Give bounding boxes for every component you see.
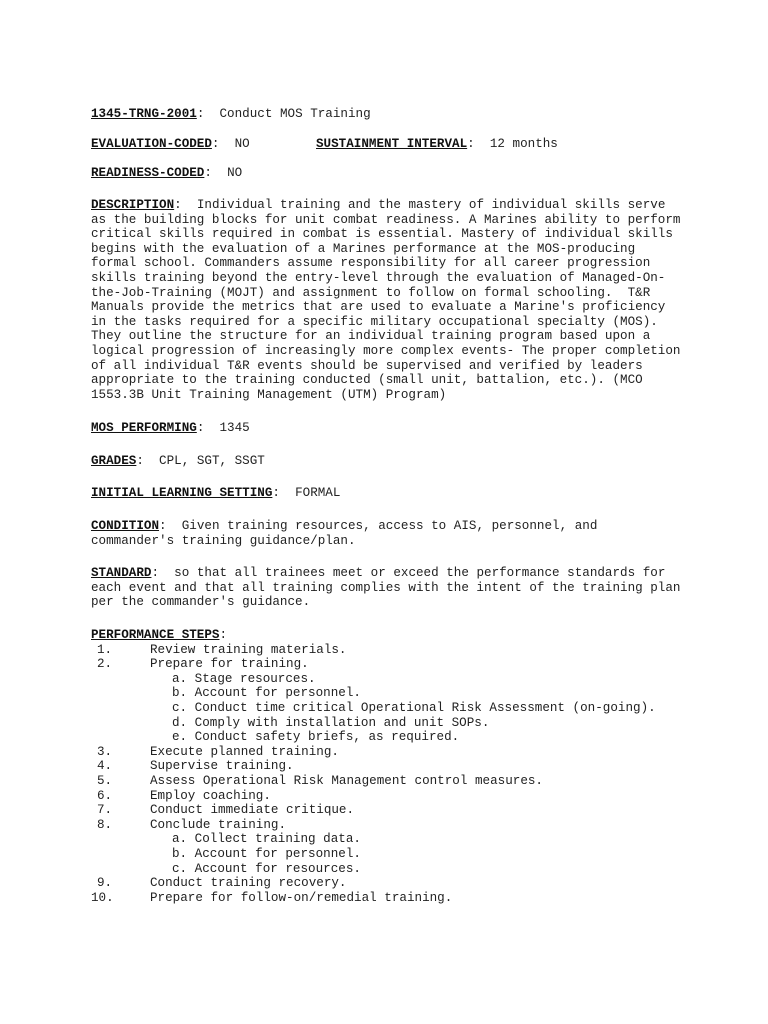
step-text: Supervise training. (150, 759, 294, 774)
sub-step: c. Account for resources. (172, 861, 361, 876)
evaluation-coded-row: EVALUATION-CODED: NO (91, 137, 250, 151)
description-line: formal school. Commanders assume responsibility for all career progression (91, 256, 651, 271)
initial-learning-setting-value: FORMAL (295, 486, 341, 500)
performance-steps-heading: PERFORMANCE STEPS: (91, 628, 228, 642)
description-line: of all individual T&R events should be supervised and verified by leaders (91, 358, 643, 373)
performance-steps-label: PERFORMANCE STEPS (91, 628, 220, 642)
initial-learning-setting-label: INITIAL LEARNING SETTING (91, 486, 273, 500)
mos-performing-row: MOS PERFORMING: 1345 (91, 421, 250, 435)
step-text: Execute planned training. (150, 744, 339, 759)
step-text: Prepare for follow-on/remedial training. (150, 890, 453, 905)
step-text: Assess Operational Risk Management control measures. (150, 774, 543, 788)
sustainment-interval-label: SUSTAINMENT INTERVAL (316, 137, 468, 151)
standard-line: STANDARD: so that all trainees meet or exceed the performance standards for (91, 566, 666, 580)
step-number: 3. (97, 744, 113, 759)
grades-label: GRADES (91, 454, 137, 468)
description-line: skills training beyond the entry-level through the evaluation of Managed-On- (91, 271, 666, 285)
description-label: DESCRIPTION (91, 198, 175, 212)
description-line: DESCRIPTION: Individual training and the mastery of individual skills serve (91, 198, 666, 212)
step-number: 5. (97, 774, 113, 788)
readiness-coded-value: NO (227, 166, 243, 180)
step-number: 6. (97, 788, 113, 803)
condition-label: CONDITION (91, 519, 160, 533)
step-number: 1. (97, 642, 113, 657)
readiness-coded-row: READINESS-CODED: NO (91, 166, 243, 180)
sub-step: d. Comply with installation and unit SOPs. (172, 715, 490, 730)
initial-learning-setting-row: INITIAL LEARNING SETTING: FORMAL (91, 486, 341, 500)
step-text: Review training materials. (150, 642, 347, 657)
step-text: Conduct training recovery. (150, 876, 347, 891)
task-id: 1345-TRNG-2001 (91, 107, 197, 121)
step-number: 2. (97, 657, 113, 672)
standard-label: STANDARD (91, 566, 152, 580)
task-header (91, 107, 371, 122)
description-line: appropriate to the training conducted (small unit, battalion, etc.). (MCO (91, 373, 643, 388)
grades-row: GRADES: CPL, SGT, SSGT (91, 454, 265, 468)
sub-step: b. Account for personnel. (172, 686, 361, 701)
standard-line: per the commander's guidance. (91, 595, 311, 610)
task-title: Conduct MOS Training (219, 107, 371, 121)
step-number: 7. (97, 803, 113, 818)
sustainment-interval-value: 12 months (489, 137, 558, 151)
step-number: 9. (97, 876, 113, 891)
description-line: 1553.3B Unit Training Management (UTM) Program) (91, 387, 447, 402)
grades-value: CPL, SGT, SSGT (159, 454, 265, 468)
step-text: Prepare for training. (150, 657, 309, 672)
description-line: in the tasks required for a specific military occupational specialty (MOS). (91, 314, 658, 329)
readiness-coded-label: READINESS-CODED (91, 166, 205, 180)
sub-step: b. Account for personnel. (172, 847, 361, 861)
sub-step: c. Conduct time critical Operational Risk Assessment (on-going). (172, 701, 656, 715)
evaluation-coded-value: NO (234, 137, 250, 151)
condition-line: CONDITION: Given training resources, access to AIS, personnel, and (91, 519, 598, 533)
step-number: 10. (91, 890, 114, 905)
description-line: Manuals provide the metrics that are used to evaluate a Marine's proficiency (91, 300, 666, 315)
description-line: They outline the structure for an individual training program based upon a (91, 329, 651, 344)
step-number: 8. (97, 817, 113, 832)
sub-step: a. Collect training data. (172, 832, 361, 847)
description-line: begins with the evaluation of a Marines performance at the MOS-producing (91, 241, 636, 256)
description-line: as the building blocks for unit combat readiness. A Marines ability to perform (91, 212, 681, 227)
mos-performing-label: MOS PERFORMING (91, 421, 197, 435)
evaluation-coded-label: EVALUATION-CODED (91, 137, 212, 151)
description-line: the-Job-Training (MOJT) and assignment to follow on formal schooling. T&R (91, 285, 651, 300)
description-line: logical progression of increasingly more complex events- The proper completion (91, 344, 681, 358)
sustainment-interval-row: SUSTAINMENT INTERVAL: 12 months (316, 137, 558, 151)
sub-step: a. Stage resources. (172, 671, 316, 686)
task-id-colon: : (196, 107, 220, 121)
description-line: critical skills required in combat is essential. Mastery of individual skills (91, 227, 673, 242)
sub-step: e. Conduct safety briefs, as required. (172, 730, 460, 745)
step-number: 4. (97, 759, 113, 774)
condition-line: commander's training guidance/plan. (91, 533, 356, 548)
step-text: Conduct immediate critique. (150, 803, 355, 818)
step-text: Employ coaching. (150, 788, 271, 803)
mos-performing-value: 1345 (219, 421, 250, 435)
standard-line: each event and that all training complies with the intent of the training plan (91, 580, 681, 595)
step-text: Conclude training. (150, 817, 287, 832)
